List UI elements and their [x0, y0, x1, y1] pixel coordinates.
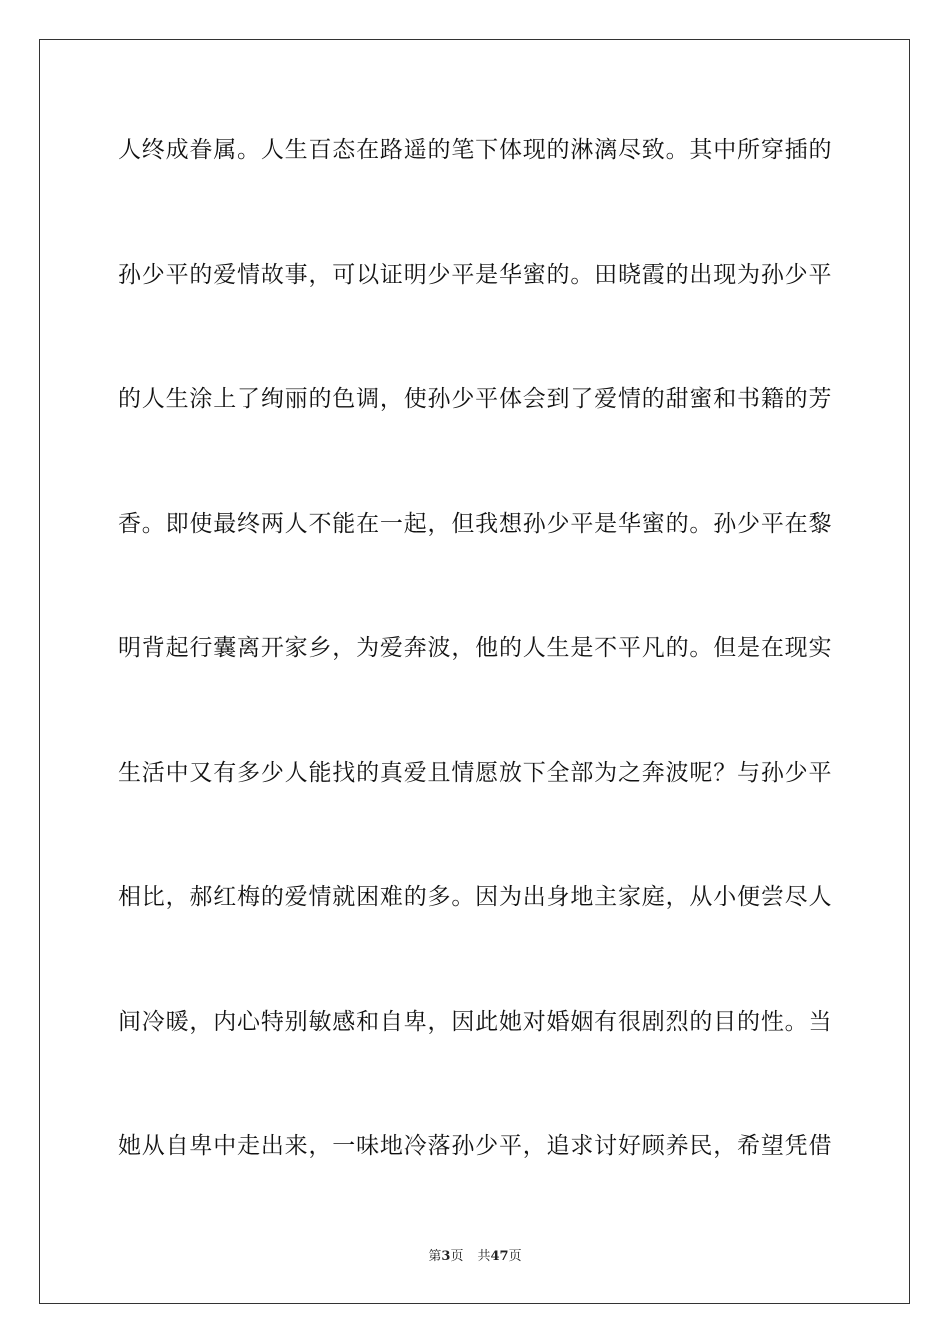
text-line: 她从自卑中走出来，一味地冷落孙少平，追求讨好顾养民，希望凭借 — [118, 1133, 832, 1159]
body-text — [118, 128, 832, 1249]
page-suffix: 页 — [450, 1249, 464, 1264]
text-line: 间冷暖，内心特别敏感和自卑，因此她对婚姻有很剧烈的目的性。当 — [118, 1008, 832, 1035]
total-prefix: 共 — [477, 1249, 491, 1264]
page-prefix: 第 — [428, 1249, 442, 1264]
text-line: 人终成眷属。人生百态在路遥的笔下体现的淋漓尽致。其中所穿插的 — [118, 137, 832, 163]
text-line: 香。即使最终两人不能在一起，但我想孙少平是华蜜的。孙少平在黎 — [118, 510, 832, 537]
text-line: 的人生涂上了绚丽的色调，使孙少平体会到了爱情的甜蜜和书籍的芳 — [118, 386, 832, 412]
page-footer — [0, 1245, 950, 1264]
text-line: 明背起行囊离开家乡，为爱奔波，他的人生是不平凡的。但是在现实 — [118, 635, 832, 661]
page-total: 47 — [490, 1249, 509, 1264]
text-line: 相比，郝红梅的爱情就困难的多。因为出身地主家庭，从小便尝尽人 — [118, 884, 832, 910]
text-line: 生活中又有多少人能找的真爱且情愿放下全部为之奔波呢？与孙少平 — [118, 759, 832, 786]
text-line: 孙少平的爱情故事，可以证明少平是华蜜的。田晓霞的出现为孙少平 — [118, 261, 832, 288]
page-number: 3 — [441, 1249, 451, 1264]
total-suffix: 页 — [508, 1249, 522, 1264]
